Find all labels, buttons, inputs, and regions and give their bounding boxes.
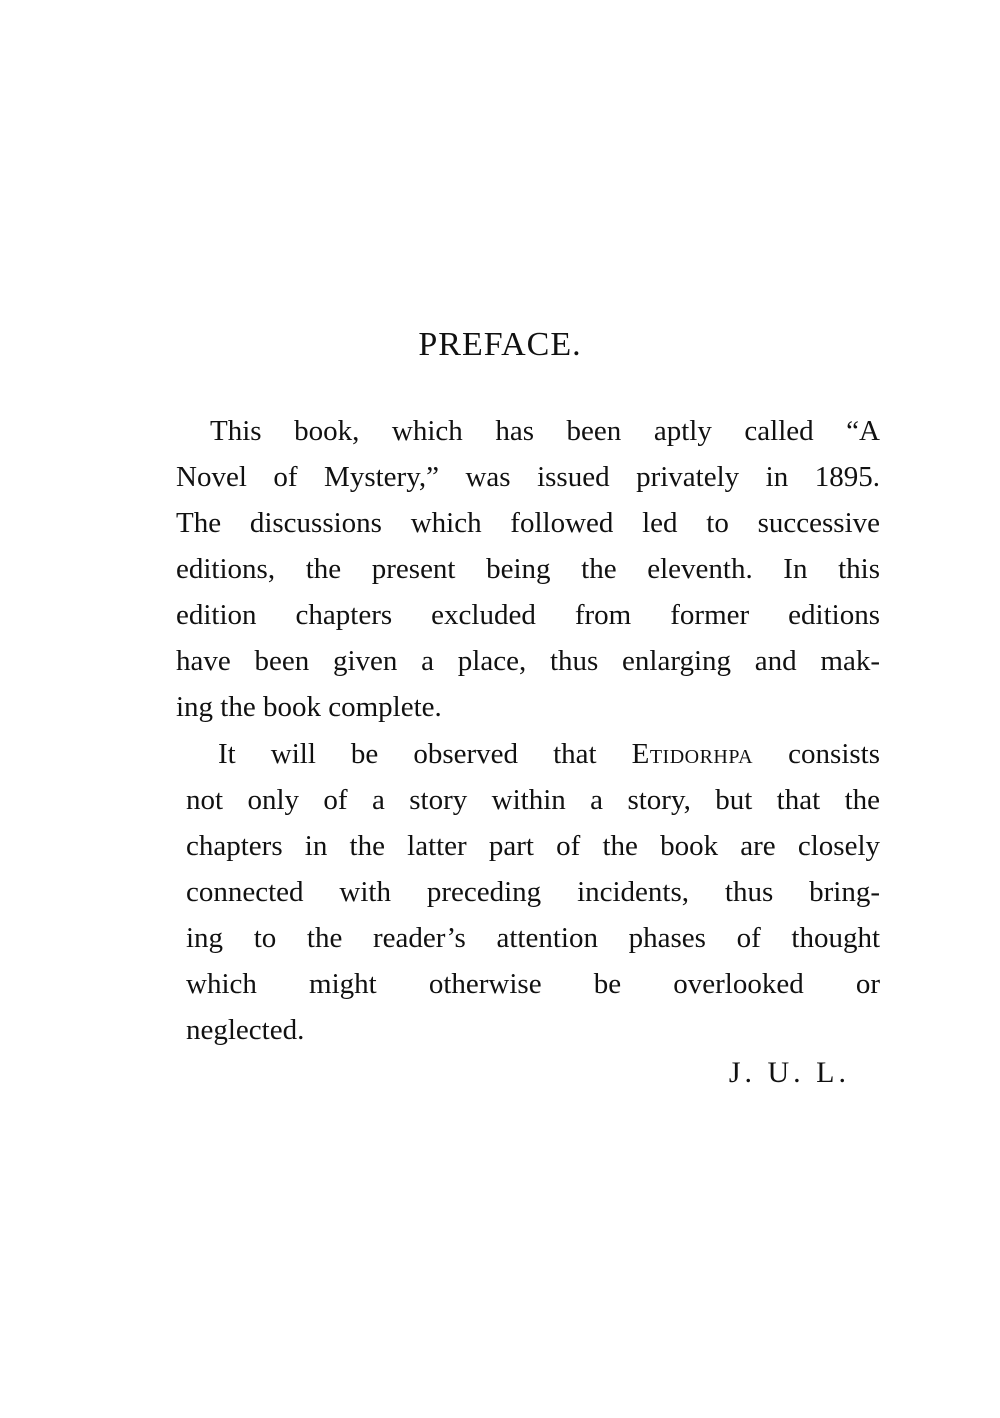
text-line: chapters in the latter part of the book are closely [186,830,880,862]
text-fragment: consists [753,738,880,770]
text-line-with-title [218,731,880,777]
text-line: which might otherwise be overlooked or [186,968,880,1000]
text-line: The discussions which followed led to successive [176,507,880,539]
author-initials: J. U. L. [728,1056,850,1089]
page-title: PREFACE. [418,326,582,363]
text-line: edition chapters excluded from former editions [176,599,880,631]
text-line: This book, which has been aptly called “A [210,415,880,447]
text-line: have been given a place, thus enlarging and mak- [176,645,880,677]
text-fragment: It will be observed that [218,738,632,770]
text-line: neglected. [186,1014,305,1046]
book-title-etidorhpa: Etidorhpa [631,738,754,770]
text-line: not only of a story within a story, but that the [186,784,880,816]
text-line: ing the book complete. [176,691,442,723]
text-line: Novel of Mystery,” was issued privately in 1895. [176,461,880,493]
text-line: editions, the present being the eleventh. In this [176,553,880,585]
text-line: ing to the reader’s attention phases of thought [186,922,880,954]
text-line: connected with preceding incidents, thus bring- [186,876,880,908]
